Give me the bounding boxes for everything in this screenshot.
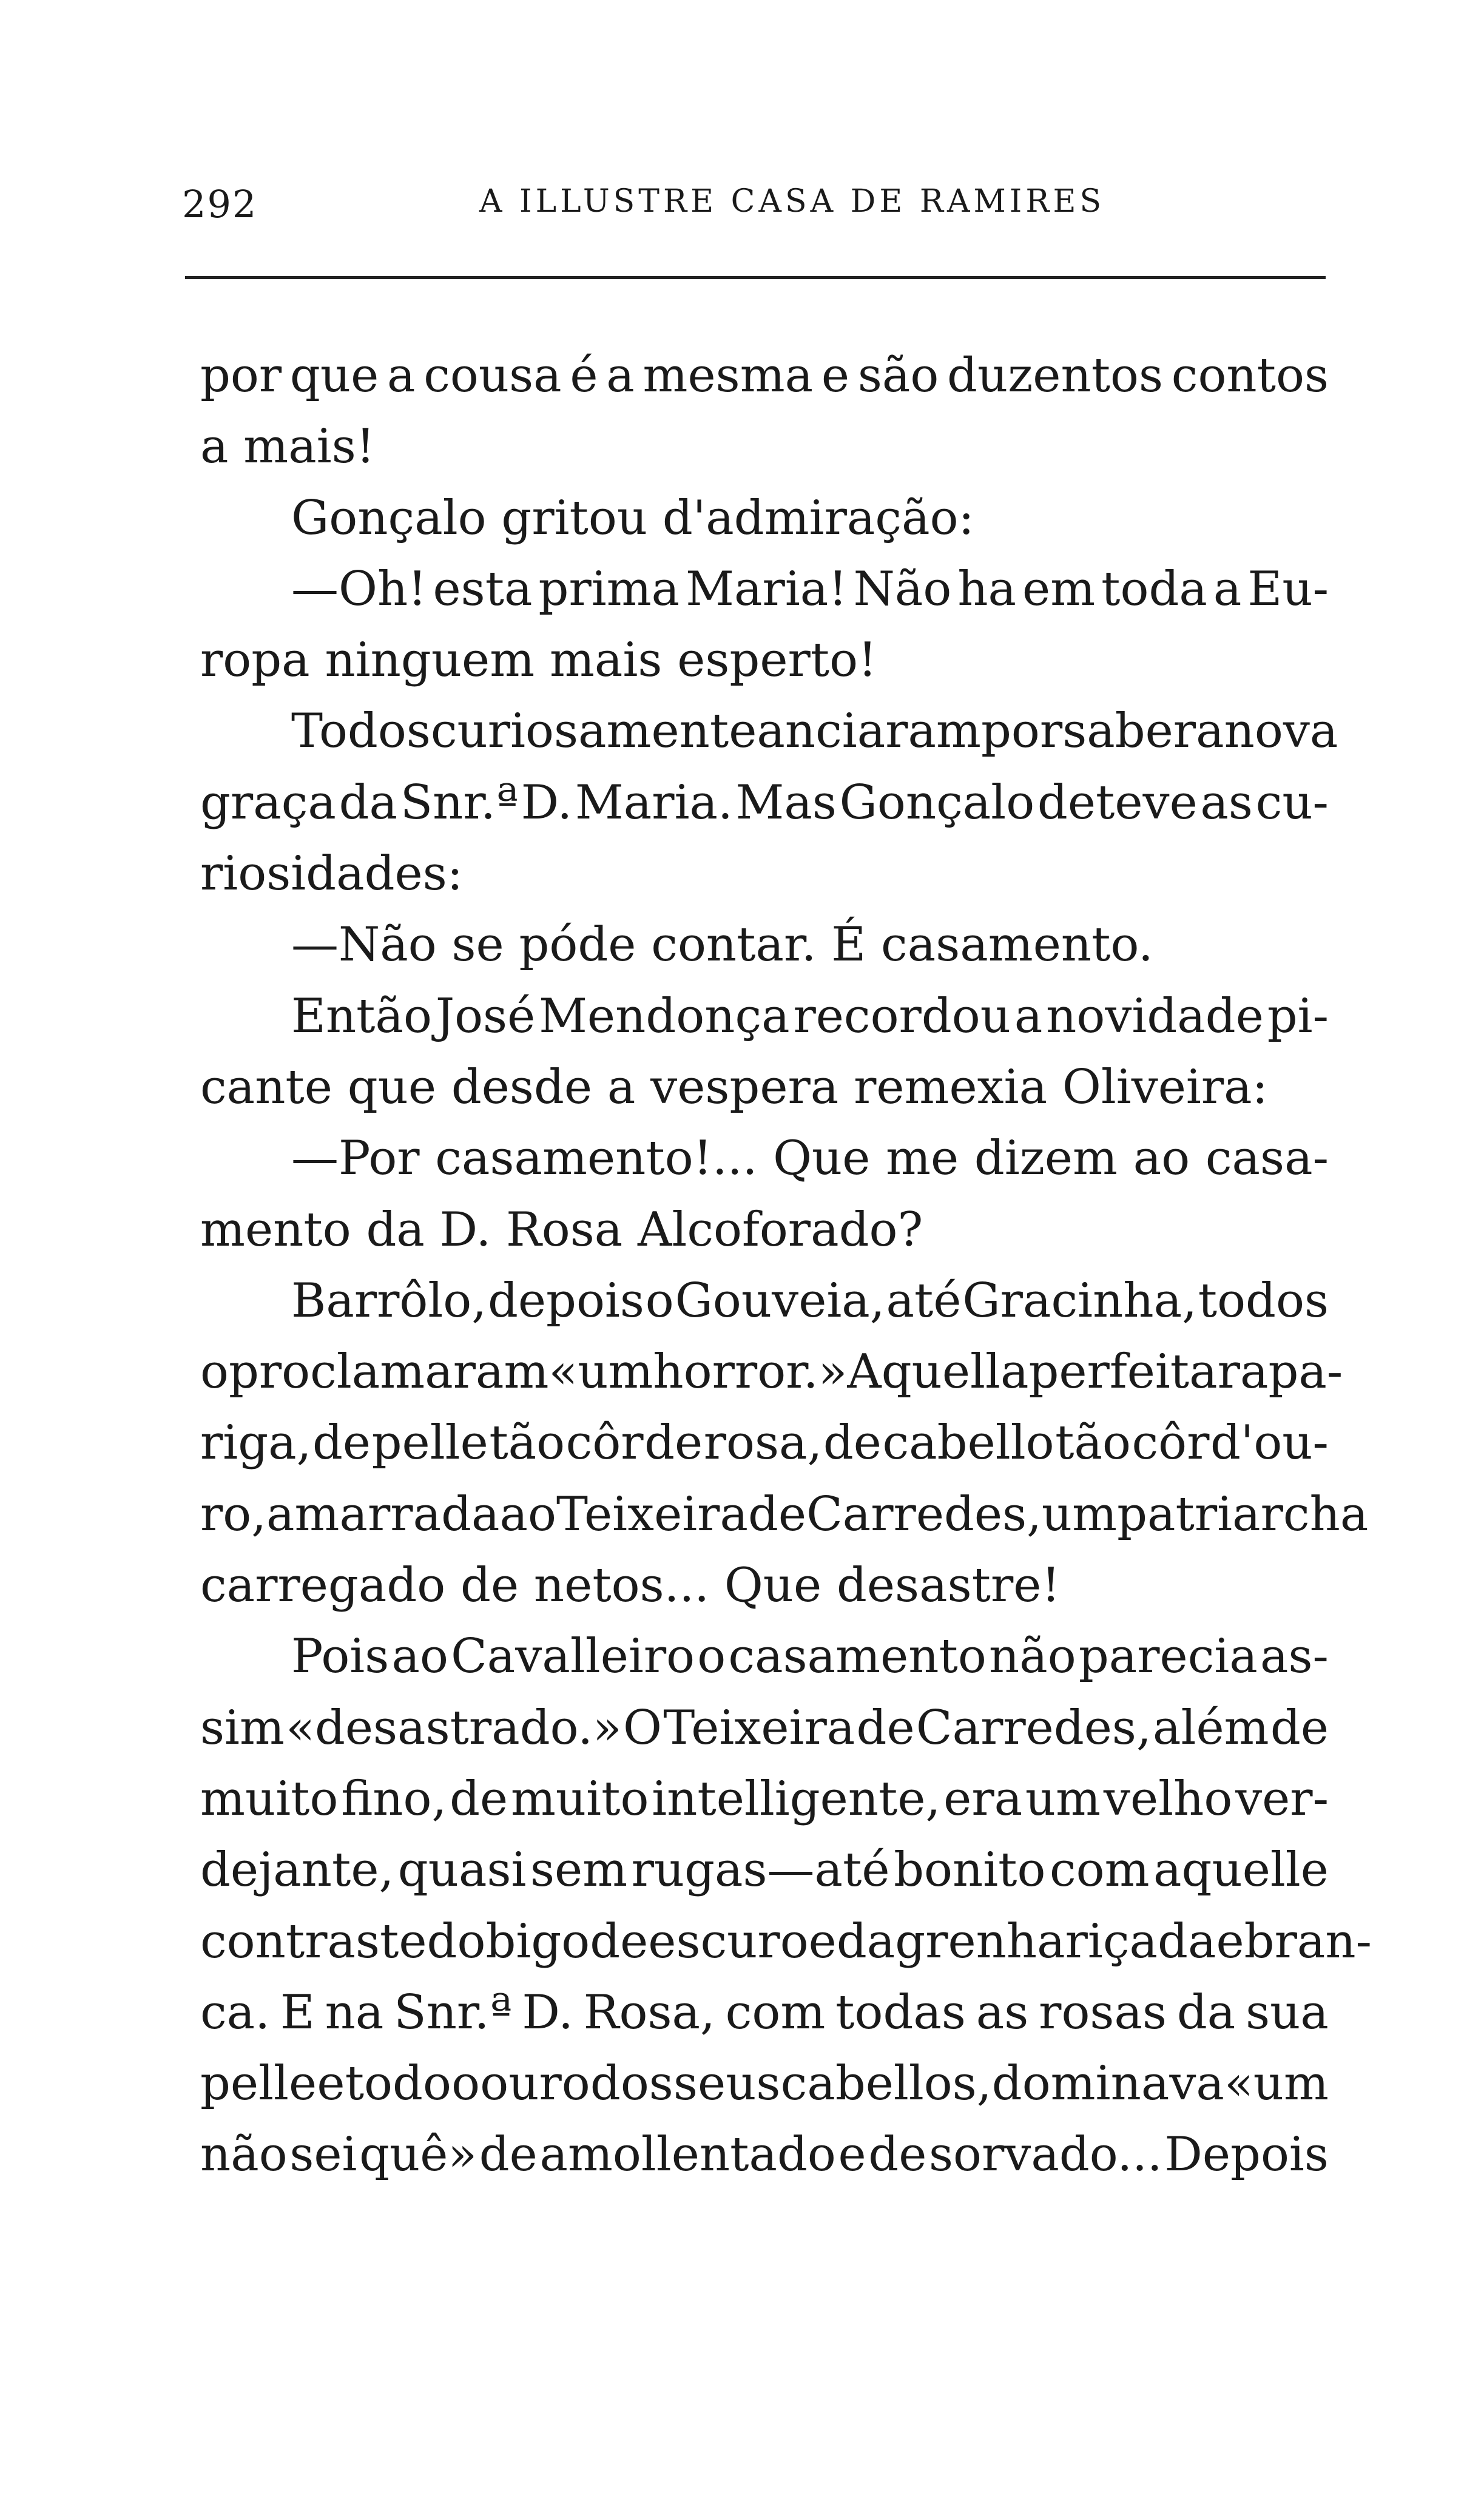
text-line [200, 1273, 1329, 1348]
running-head [182, 170, 1335, 243]
word: a [606, 348, 635, 403]
word: Gracinha, [962, 1273, 1197, 1328]
word: côr [565, 1416, 644, 1471]
text-line [200, 1700, 1329, 1775]
line-text: —Não se póde contar. É casamento. [291, 917, 1153, 973]
line-text: a mais! [200, 419, 376, 474]
word: pelle [200, 2056, 317, 2111]
word: bigode [485, 1914, 649, 1969]
word: a [1014, 988, 1043, 1044]
word: recordou [793, 988, 1011, 1044]
word: muito [200, 1771, 339, 1826]
word: ro, [200, 1487, 267, 1542]
word: horror.» [653, 1345, 848, 1400]
word: riga, [200, 1416, 312, 1471]
word: Snr.ª [394, 1985, 512, 2040]
word: contos [1171, 348, 1329, 403]
word: o [451, 2056, 481, 2111]
text-line [200, 1059, 1329, 1135]
word: tão [1055, 1416, 1131, 1471]
word: até [886, 1273, 962, 1328]
word: D. [522, 1985, 573, 2040]
word: Gonçalo [839, 775, 1035, 830]
word: proclamaram [228, 1345, 549, 1400]
word: sua [1246, 1985, 1329, 2040]
word: e [821, 348, 850, 403]
word: de [856, 1700, 915, 1755]
word: quê» [359, 2127, 477, 2182]
word: de [1270, 1700, 1329, 1755]
word: ao [1133, 1131, 1190, 1186]
word: Depois [1164, 2127, 1329, 2182]
word: parecia [1078, 1629, 1258, 1684]
word: as [976, 1985, 1029, 2040]
word: de [479, 2127, 538, 2182]
word: por [200, 348, 282, 403]
word: todos [1198, 1273, 1329, 1328]
word: ao [391, 1629, 448, 1684]
word: —Por [291, 1131, 420, 1186]
text-line [200, 1629, 1329, 1704]
word: Aquella [847, 1345, 1029, 1400]
word: de [823, 1416, 882, 1471]
word: dominava [991, 2056, 1224, 2111]
word: na [325, 1985, 384, 2040]
word: da [339, 775, 398, 830]
word: fino, [341, 1771, 447, 1826]
word: a [1196, 704, 1224, 759]
word: cabello [882, 1416, 1054, 1471]
word: ouro [480, 2056, 590, 2111]
word: dos [590, 2056, 673, 2111]
word: D. [521, 775, 573, 830]
word: com [1049, 1843, 1150, 1898]
word: de [450, 1771, 508, 1826]
word: amarrada [266, 1487, 500, 1542]
page-number: 292 [182, 182, 258, 226]
word: pelle [371, 1416, 488, 1471]
word: intelligente, [652, 1771, 941, 1826]
word: rugas—até [631, 1843, 890, 1898]
text-line [200, 988, 1329, 1064]
text-line [200, 2127, 1329, 2202]
word: saber [1062, 704, 1196, 759]
word: cousa [423, 348, 562, 403]
word: —Oh! [291, 561, 427, 616]
word: as- [1260, 1629, 1329, 1684]
word: graça [200, 775, 336, 830]
word: tão [489, 1416, 565, 1471]
word: era [943, 1771, 1023, 1826]
word: amollentado [539, 2127, 836, 2182]
text-line [200, 1771, 1329, 1846]
word: esta [433, 561, 533, 616]
word: depois [487, 1273, 644, 1328]
word: prima [538, 561, 680, 616]
word: ca. [200, 1985, 270, 2040]
word: muito [510, 1771, 649, 1826]
text-line [200, 1416, 1329, 1490]
word: «um [548, 1345, 653, 1400]
word: ha [957, 561, 1017, 616]
word: de [312, 1416, 371, 1471]
word: Não [853, 561, 952, 616]
word: Mas [735, 775, 837, 830]
word: e [808, 1914, 837, 1969]
word: me [886, 1131, 959, 1186]
word: Eu- [1247, 561, 1329, 616]
word: Cavalleiro [451, 1629, 695, 1684]
word: ver- [1235, 1771, 1329, 1826]
text-line [200, 704, 1338, 778]
text-line [200, 561, 1329, 636]
text-line [200, 917, 1329, 992]
word: o [697, 1629, 726, 1684]
word: todas [835, 1985, 966, 2040]
word: rosa, [703, 1416, 823, 1471]
text-line [200, 1345, 1343, 1419]
word: Gouveia, [675, 1273, 885, 1328]
word: e [838, 2127, 866, 2182]
word: nova [1224, 704, 1338, 759]
text-line [200, 1131, 1329, 1206]
word: um [1025, 1771, 1101, 1826]
word: «desastrado.» [286, 1700, 622, 1755]
word: E [280, 1985, 315, 2040]
word: casamento [728, 1629, 987, 1684]
line-text: ropa ninguem mais esperto! [200, 633, 877, 688]
word: grenha [895, 1914, 1065, 1969]
word: escuro [648, 1914, 809, 1969]
text-line [200, 1914, 1372, 1989]
word: deteve [1037, 775, 1198, 830]
text-line [200, 419, 1329, 494]
word: «um [1224, 2056, 1329, 2111]
text-line [200, 1985, 1329, 2060]
word: toda [1101, 561, 1207, 616]
word: Carredes, [806, 1487, 1042, 1542]
word: em [1022, 561, 1096, 616]
word: O [623, 1700, 662, 1755]
word: casa- [1205, 1131, 1329, 1186]
word: perfeita [1028, 1345, 1218, 1400]
word: da [1176, 1985, 1236, 2040]
word: curiosamente [430, 704, 757, 759]
word: com [725, 1985, 826, 2040]
word: rosas [1039, 1985, 1167, 2040]
word: aquelle [1153, 1843, 1329, 1898]
word: riçada [1065, 1914, 1216, 1969]
word: Rosa, [583, 1985, 715, 2040]
word: Carredes, [916, 1700, 1152, 1755]
word: Todos [291, 704, 431, 759]
word: cu- [1255, 775, 1329, 830]
line-text: carregado de netos... Que desastre! [200, 1558, 1061, 1613]
word: do [427, 1914, 486, 1969]
word: de [747, 1487, 807, 1542]
word: dejante, [200, 1843, 394, 1898]
word: sorvado... [928, 2127, 1162, 2182]
word: além [1153, 1700, 1269, 1755]
word: dizem [974, 1131, 1118, 1186]
text-line [200, 775, 1329, 850]
word: Então [291, 988, 432, 1044]
line-text: cante que desde a vespera remexia Oliveira: [200, 1059, 1268, 1115]
word: patriarcha [1117, 1487, 1369, 1542]
text-line [200, 846, 1329, 921]
line-text: riosidades: [200, 846, 463, 902]
word: a [1213, 561, 1242, 616]
line-text: Gonçalo gritou d'admiração: [291, 490, 974, 545]
text-line [200, 1558, 1329, 1633]
word: Teixeira [556, 1487, 748, 1542]
word: e [1216, 1914, 1244, 1969]
word: sem [530, 1843, 628, 1898]
word: bonito [894, 1843, 1046, 1898]
word: quasi [397, 1843, 527, 1898]
body-text [200, 348, 1372, 2202]
word: Maria. [575, 775, 733, 830]
word: todo [345, 2056, 451, 2111]
line-text: mento da D. Rosa Alcoforado? [200, 1202, 923, 1257]
word: Snr.ª [400, 775, 518, 830]
header-rule [185, 276, 1326, 279]
text-line [200, 1487, 1369, 1562]
book-title: A ILLUSTRE CASA DE RAMIRES [479, 183, 1105, 220]
word: contraste [200, 1914, 427, 1969]
word: pi- [1267, 988, 1329, 1044]
word: anciaram [757, 704, 981, 759]
word: velho [1103, 1771, 1233, 1826]
text-line [200, 633, 1329, 707]
word: Teixeira [663, 1700, 855, 1755]
word: Maria! [686, 561, 848, 616]
word: Pois [291, 1629, 390, 1684]
word: duzentos [947, 348, 1164, 403]
word: que [289, 348, 379, 403]
word: côr [1132, 1416, 1210, 1471]
word: casamento!... [435, 1131, 758, 1186]
word: rapa- [1217, 1345, 1343, 1400]
word: da [836, 1914, 895, 1969]
text-line [200, 1202, 1329, 1277]
word: Que [773, 1131, 871, 1186]
word: sim [200, 1700, 285, 1755]
word: Barrôlo, [291, 1273, 487, 1328]
word: mesma [643, 348, 814, 403]
text-line [200, 490, 1329, 565]
word: ao [499, 1487, 556, 1542]
word: as [1200, 775, 1253, 830]
word: d'ou- [1210, 1416, 1329, 1471]
word: a [386, 348, 416, 403]
word: sei [289, 2127, 357, 2182]
word: cabellos, [780, 2056, 992, 2111]
word: seus [673, 2056, 781, 2111]
word: novidade [1046, 988, 1264, 1044]
word: de [644, 1416, 703, 1471]
word: o [645, 1273, 674, 1328]
word: um [1041, 1487, 1118, 1542]
word: não [200, 2127, 288, 2182]
word: de [868, 2127, 927, 2182]
word: são [857, 348, 939, 403]
word: por [981, 704, 1063, 759]
text-line [200, 348, 1329, 423]
word: o [200, 1345, 229, 1400]
text-line [200, 2056, 1329, 2131]
word: não [988, 1629, 1076, 1684]
word: e [317, 2056, 345, 2111]
word: Mendonça [539, 988, 790, 1044]
word: bran- [1244, 1914, 1372, 1969]
word: é [570, 348, 598, 403]
text-line [200, 1843, 1329, 1917]
word: José [435, 988, 536, 1044]
